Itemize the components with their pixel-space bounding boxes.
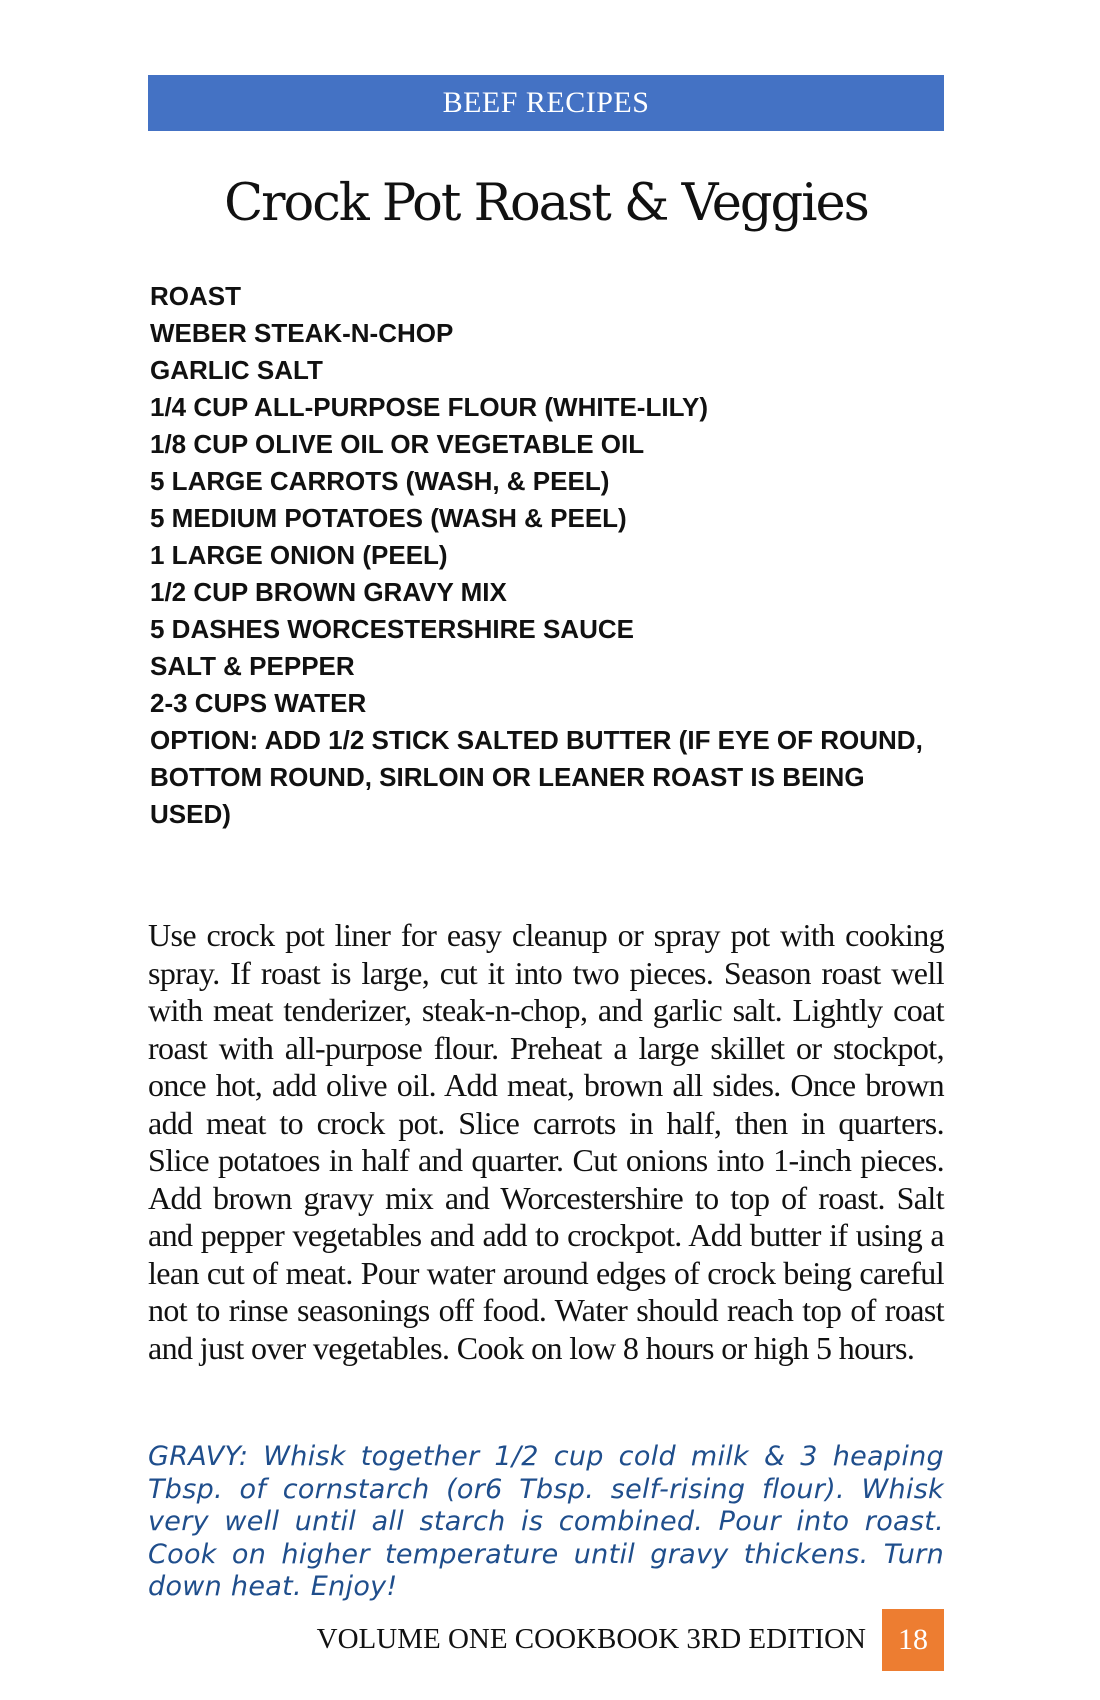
gravy-note: GRAVY: Whisk together 1/2 cup cold milk & 3 heaping Tbsp. of cornstarch (or6 Tbsp. self-rising flour). Whisk very well until all starch is combined. Pour into roast. Cook on higher temperature until gravy thickens. Turn down heat. Enjoy! — [148, 1441, 944, 1602]
ingredient-item: WEBER STEAK-N-CHOP — [150, 318, 454, 348]
ingredient-item: 5 MEDIUM POTATOES (WASH & PEEL) — [150, 503, 627, 533]
ingredient-list — [150, 278, 944, 833]
cookbook-page — [148, 75, 944, 1656]
page-number: 18 — [882, 1609, 944, 1671]
recipe-title: Crock Pot Roast & Veggies — [224, 174, 868, 233]
ingredient-item: 1/8 CUP OLIVE OIL OR VEGETABLE OIL — [150, 429, 645, 459]
book-title-footer: VOLUME ONE COOKBOOK 3RD EDITION — [316, 1623, 866, 1655]
ingredient-item: GARLIC SALT — [150, 355, 323, 385]
ingredient-item: 1/4 CUP ALL-PURPOSE FLOUR (WHITE-LILY) — [150, 392, 709, 422]
recipe-instructions: Use crock pot liner for easy cleanup or spray pot with cooking spray. If roast is large, cut it into two pieces. Season roast well with meat tenderizer, steak-n-chop, and garlic salt. Lightly coat roast with all-purpose flour. Preheat a large skillet or stockpot, once hot, add olive oil. Add meat, brown all sides. Once brown add meat to crock pot. Slice carrots in half, then in quarters. Slice potatoes in half and quarter. Cut onions into 1-inch pieces. Add brown gravy mix and Worcestershire to top of roast. Salt and pepper vegetables and add to crockpot. Add butter if using a lean cut of meat. Pour water around edges of crock being careful not to rinse seasonings off food. Water should reach top of roast and just over vegetables. Cook on low 8 hours or high 5 hours. — [148, 917, 944, 1366]
ingredient-item: 1 LARGE ONION (PEEL) — [150, 540, 448, 570]
ingredient-item: 5 LARGE CARROTS (WASH, & PEEL) — [150, 466, 610, 496]
ingredient-item: 1/2 CUP BROWN GRAVY MIX — [150, 577, 507, 607]
section-banner: BEEF RECIPES — [148, 75, 944, 131]
ingredient-item: SALT & PEPPER — [150, 651, 355, 681]
ingredient-item: OPTION: ADD 1/2 STICK SALTED BUTTER (IF EYE OF ROUND, BOTTOM ROUND, SIRLOIN OR LEANER ROAST IS BEING USED) — [150, 725, 923, 829]
ingredient-item: 5 DASHES WORCESTERSHIRE SAUCE — [150, 614, 634, 644]
ingredient-item: 2-3 CUPS WATER — [150, 688, 367, 718]
ingredient-item: ROAST — [150, 281, 241, 311]
